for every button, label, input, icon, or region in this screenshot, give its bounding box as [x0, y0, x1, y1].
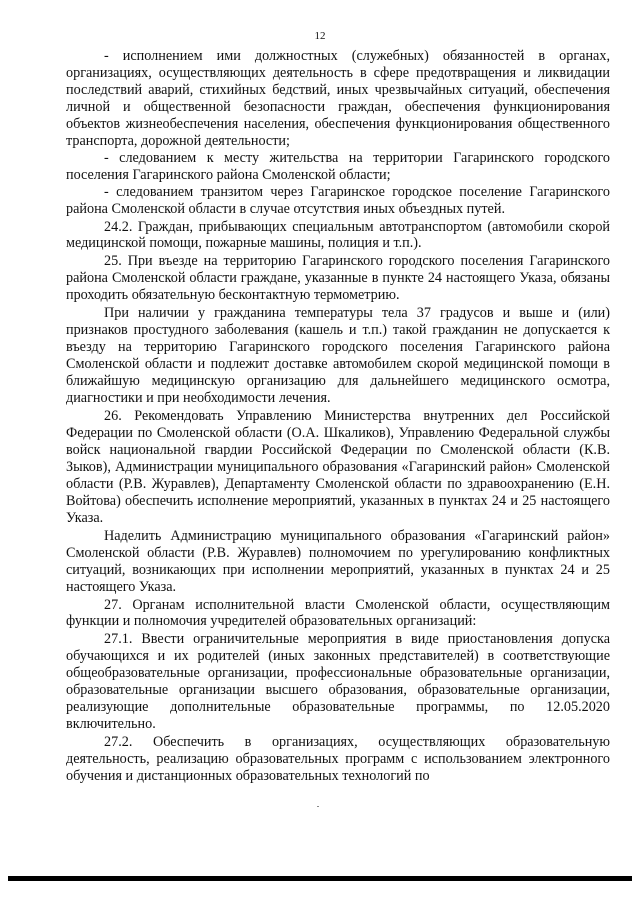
- paragraph-authorize: Наделить Администрацию муниципального образования «Гагаринский район» Смоленской области (Р.В. Журавлев) полномочием по урегулированию конфликтных ситуаций, возникающих при исполнении мероприятий, указанных в пунктах 24 и 25 настоящего Указа.: [66, 527, 610, 595]
- paragraph-residence: - следованием к месту жительства на территории Гагаринского городского поселения Гагаринского района Смоленской области;: [66, 149, 610, 183]
- paragraph-27-1: 27.1. Ввести ограничительные мероприятия в виде приостановления допуска обучающихся и их родителей (иных законных представителей) в соответствующие общеобразовательные организации, профессиональные образовательные организации, образовательные организации высшего образования, образовательные организации, реализующие дополнительные образовательные программы, по 12.05.2020 включительно.: [66, 631, 610, 733]
- document-body: [66, 48, 610, 785]
- paragraph-24-2: 24.2. Граждан, прибывающих специальным автотранспортом (автомобили скорой медицинской помощи, пожарные машины, полиция и т.п.).: [66, 218, 610, 252]
- paragraph-temperature: При наличии у гражданина температуры тела 37 градусов и выше и (или) признаков простудного заболевания (кашель и т.п.) такой гражданин не допускается к въезду на территорию Гагаринского городского поселения Гагаринского района Смоленской области и подлежит доставке автомобилем скорой медицинской помощи в ближайшую медицинскую организацию для дальнейшего медицинского осмотра, диагностики и при необходимости лечения.: [66, 305, 610, 407]
- paragraph-transit: - следованием транзитом через Гагаринское городское поселение Гагаринского района Смоленской области в случае отсутствия иных объездных путей.: [66, 183, 610, 217]
- paragraph-26: 26. Рекомендовать Управлению Министерства внутренних дел Российской Федерации по Смоленской области (О.А. Шкаликов), Управлению Федеральной службы войск национальной гвардии Российской Федерации по Смоленской области (К.В. Зыков), Администрации муниципального образования «Гагаринский район» Смоленской области (Р.В. Журавлев), Департаменту Смоленской области по здравоохранению (Е.Н. Войтова) обеспечить исполнение мероприятий, указанных в пунктах 24 и 25 настоящего Указа.: [66, 408, 610, 526]
- paragraph-duties: - исполнением ими должностных (служебных) обязанностей в органах, организациях, осуществляющих деятельность в сфере предотвращения и ликвидации последствий аварий, стихийных бедствий, иных чрезвычайных ситуаций, обеспечения личной и общественной безопасности граждан, обеспечения функционирования объектов жизнеобеспечения населения, обеспечения функционирования общественного транспорта, дорожной деятельности;: [66, 48, 610, 149]
- paragraph-25: 25. При въезде на территорию Гагаринского городского поселения Гагаринского района Смоленской области граждане, указанные в пункте 24 настоящего Указа, обязаны проходить обязательную бесконтактную термометрию.: [66, 253, 610, 304]
- bottom-scan-border: [8, 876, 632, 881]
- paragraph-27-2: 27.2. Обеспечить в организациях, осуществляющих образовательную деятельность, реализацию образовательных программ с использованием электронного обучения и дистанционных образовательных технологий по: [66, 734, 610, 785]
- page-number: 12: [314, 30, 326, 42]
- paragraph-27: 27. Органам исполнительной власти Смоленской области, осуществляющим функции и полномочия учредителей образовательных организаций:: [66, 596, 610, 630]
- scan-speck: [317, 806, 319, 807]
